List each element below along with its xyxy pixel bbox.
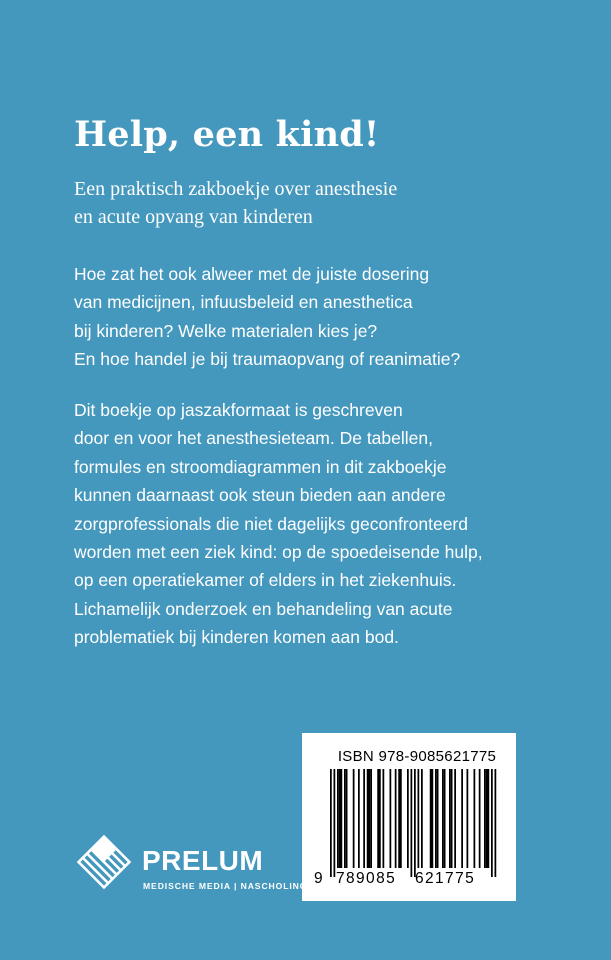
book-title: Help, een kind!: [74, 114, 380, 155]
blurb-paragraph-2: [74, 396, 483, 652]
barcode-bar: [411, 769, 413, 877]
barcode-bar: [341, 769, 343, 868]
isbn-barcode: [302, 733, 516, 901]
barcode-bar: [367, 769, 369, 868]
barcode-bar: [353, 769, 355, 868]
barcode-bar: [454, 769, 456, 868]
barcode-bar: [418, 769, 420, 868]
barcode-bar: [344, 769, 346, 868]
barcode-bar: [407, 769, 409, 868]
publisher-name: PRELUM: [142, 845, 264, 876]
barcode-digits-left: 789085: [336, 870, 397, 887]
barcode-bar: [334, 769, 336, 877]
barcode-bar: [442, 769, 444, 868]
barcode-bar: [484, 769, 486, 868]
barcode-bar: [369, 769, 371, 868]
barcode-bar: [400, 769, 402, 868]
blurb-line: problematiek bij kinderen komen aan bod.: [74, 627, 399, 648]
blurb-line: zorgprofessionals die niet dagelijks geconfronteerd: [74, 513, 468, 534]
blurb-paragraph-1: [74, 260, 460, 374]
publisher-tagline: MEDISCHE MEDIA | NASCHOLING: [143, 881, 308, 891]
barcode-bar: [461, 769, 463, 868]
barcode-bar: [390, 769, 392, 868]
blurb-line: En hoe handel je bij traumaopvang of reanimatie?: [74, 349, 461, 370]
blurb-line: worden met een ziek kind: op de spoedeisende hulp,: [74, 542, 483, 563]
subtitle-line: Een praktisch zakboekje over anesthesie: [74, 178, 398, 200]
barcode-bar: [398, 769, 400, 868]
subtitle-line: en acute opvang van kinderen: [74, 206, 313, 228]
barcode-bar: [363, 769, 365, 868]
barcode-bar: [379, 769, 381, 868]
barcode-bar: [495, 769, 497, 877]
barcode-bar: [479, 769, 481, 868]
barcode-bar: [432, 769, 434, 868]
barcode-digits-right: 621775: [415, 870, 476, 887]
blurb-line: Dit boekje op jaszakformaat is geschreven: [74, 400, 403, 420]
blurb-line: formules en stroomdiagrammen in dit zakboekje: [74, 456, 447, 477]
blurb-line: bij kinderen? Welke materialen kies je?: [74, 320, 378, 341]
barcode-bar: [451, 769, 453, 868]
barcode-bar: [474, 769, 476, 868]
blurb-line: op een operatiekamer of elders in het ziekenhuis.: [74, 570, 457, 591]
barcode-bar: [449, 769, 451, 868]
barcode-bar: [491, 769, 493, 877]
barcode-bar: [370, 769, 372, 868]
barcode-bar: [377, 769, 379, 868]
barcode-bar: [383, 769, 385, 868]
barcode-bar: [430, 769, 432, 868]
barcode-bar: [444, 769, 446, 868]
barcode-bar: [339, 769, 341, 868]
blurb-line: Lichamelijk onderzoek en behandeling van acute: [74, 598, 453, 619]
barcode-bar: [488, 769, 490, 868]
barcode-digit-first: 9: [314, 870, 325, 887]
barcode-bar: [486, 769, 488, 868]
barcode-bar: [467, 769, 469, 868]
barcode-bar: [435, 769, 437, 868]
barcode-bar: [337, 769, 339, 868]
barcode-bar: [346, 769, 348, 868]
blurb-line: kunnen daarnaast ook steun bieden aan andere: [74, 485, 446, 506]
barcode-bars: [315, 769, 505, 877]
blurb-line: Hoe zat het ook alweer met de juiste dosering: [74, 264, 430, 284]
isbn-label: ISBN 978-9085621775: [337, 748, 497, 765]
book-subtitle: [74, 175, 397, 231]
barcode-bar: [414, 769, 416, 877]
blurb-line: door en voor het anesthesieteam. De tabellen,: [74, 428, 433, 449]
prelum-logo-icon: [75, 833, 133, 891]
barcode-bar: [358, 769, 360, 868]
barcode-bar: [395, 769, 397, 868]
barcode-bar: [421, 769, 423, 868]
blurb-line: van medicijnen, infuusbeleid en anesthetica: [74, 292, 413, 313]
barcode-bar: [437, 769, 439, 868]
barcode-bar: [330, 769, 332, 877]
